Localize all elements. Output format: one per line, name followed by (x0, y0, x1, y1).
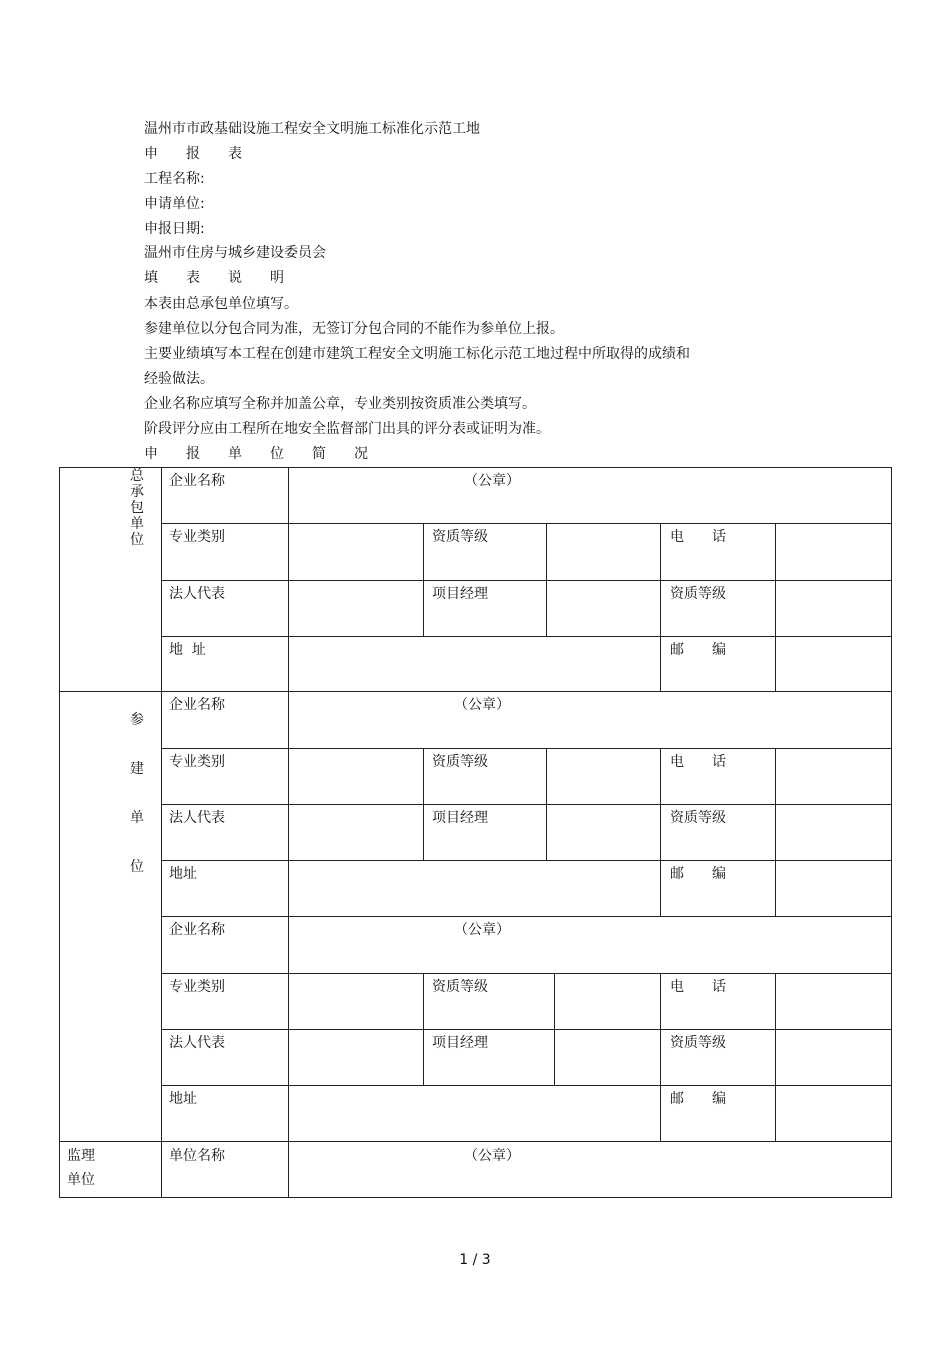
qualification-field[interactable] (775, 1029, 892, 1086)
doc-title: 温州市市政基础设施工程安全文明施工标准化示范工地 (144, 121, 480, 137)
phone-label: 电 话 (670, 529, 726, 545)
legal-rep-label: 法人代表 (169, 586, 225, 602)
address-label: 地 址 (169, 642, 206, 658)
specialty-label: 专业类别 (169, 529, 225, 545)
qualification-field[interactable] (554, 973, 661, 1030)
phone-label-cell (660, 973, 776, 1030)
date-label: 申报日期: (144, 221, 205, 237)
specialty-label-cell (161, 973, 289, 1030)
postcode-field[interactable] (775, 860, 892, 917)
qualification-label-cell (423, 973, 555, 1030)
instruction-item: 主要业绩填写本工程在创建市建筑工程安全文明施工标化示范工地过程中所取得的成绩和 (144, 346, 690, 362)
phone-label: 电 话 (670, 979, 726, 995)
qualification-field[interactable] (775, 804, 892, 861)
qualification-field[interactable] (775, 580, 892, 637)
general-contractor-label: 总承包单位 (130, 468, 144, 548)
specialty-label-cell (161, 748, 289, 805)
legal-rep-field[interactable] (288, 1029, 424, 1086)
legal-rep-field[interactable] (288, 580, 424, 637)
supervisor-label-line1: 监理 (67, 1148, 95, 1164)
address-label: 地址 (169, 1091, 197, 1107)
legal-rep-label-cell (161, 1029, 289, 1086)
address-field[interactable] (288, 860, 661, 917)
supervisor-category-cell (59, 1141, 162, 1198)
company-name-label: 企业名称 (169, 473, 225, 489)
postcode-label-cell (660, 860, 776, 917)
qualification-field[interactable] (546, 523, 661, 581)
address-field[interactable] (288, 636, 661, 692)
unit-name-field[interactable] (288, 1141, 892, 1198)
instruction-item: 本表由总承包单位填写。 (144, 296, 298, 312)
phone-label: 电 话 (670, 754, 726, 770)
applicant-label: 申请单位: (144, 196, 205, 212)
phone-label-cell (660, 748, 776, 805)
participant-label: 参建单位 (130, 712, 144, 875)
postcode-label: 邮 编 (670, 642, 726, 658)
instruction-item: 企业名称应填写全称并加盖公章，专业类别按资质准公类填写。 (144, 396, 536, 412)
qualification-label: 资质等级 (670, 586, 726, 602)
specialty-field[interactable] (288, 523, 424, 581)
instruction-item: 阶段评分应由工程所在地安全监督部门出具的评分表或证明为准。 (144, 421, 550, 437)
phone-field[interactable] (775, 523, 892, 581)
general-contractor-category-cell (59, 467, 162, 692)
project-manager-label: 项目经理 (432, 810, 488, 826)
postcode-label: 邮 编 (670, 866, 726, 882)
specialty-label: 专业类别 (169, 979, 225, 995)
table-heading: 申 报 单 位 简 况 (144, 446, 368, 462)
address-label: 地址 (169, 866, 197, 882)
specialty-label-cell (161, 523, 289, 581)
qualification-label: 资质等级 (670, 810, 726, 826)
instruction-item: 经验做法。 (144, 371, 214, 387)
company-name-label-cell (161, 467, 289, 524)
address-field[interactable] (288, 1085, 661, 1142)
qualification-label: 资质等级 (670, 1035, 726, 1051)
address-label-cell (161, 1085, 289, 1142)
instructions-heading: 填 表 说 明 (144, 270, 284, 286)
postcode-label-cell (660, 1085, 776, 1142)
issuer: 温州市住房与城乡建设委员会 (144, 245, 326, 261)
project-manager-field[interactable] (546, 580, 661, 637)
seal-placeholder: （公章） (464, 473, 520, 489)
company-name-label: 企业名称 (169, 922, 225, 938)
project-manager-label-cell (423, 804, 547, 861)
seal-placeholder: （公章） (454, 697, 510, 713)
qualification-label: 资质等级 (432, 979, 488, 995)
specialty-field[interactable] (288, 973, 424, 1030)
supervisor-label-line2: 单位 (67, 1172, 95, 1188)
qualification-field[interactable] (546, 748, 661, 805)
company-name-label: 企业名称 (169, 697, 225, 713)
legal-rep-label-cell (161, 804, 289, 861)
project-manager-label: 项目经理 (432, 586, 488, 602)
project-manager-label-cell (423, 1029, 555, 1086)
unit-name-label-cell (161, 1141, 289, 1198)
postcode-field[interactable] (775, 636, 892, 692)
company-name-field[interactable] (288, 467, 892, 524)
specialty-label: 专业类别 (169, 754, 225, 770)
specialty-field[interactable] (288, 748, 424, 805)
phone-label-cell (660, 523, 776, 581)
postcode-field[interactable] (775, 1085, 892, 1142)
qualification-label-cell (423, 748, 547, 805)
project-manager-label-cell (423, 580, 547, 637)
project-manager-field[interactable] (546, 804, 661, 861)
legal-rep-label: 法人代表 (169, 1035, 225, 1051)
qualification-label: 资质等级 (432, 754, 488, 770)
legal-rep-field[interactable] (288, 804, 424, 861)
qualification-label: 资质等级 (432, 529, 488, 545)
project-manager-field[interactable] (554, 1029, 661, 1086)
doc-subtitle: 申 报 表 (144, 146, 242, 162)
legal-rep-label: 法人代表 (169, 810, 225, 826)
qualification-label-cell (660, 1029, 776, 1086)
address-label-cell (161, 636, 289, 692)
seal-placeholder: （公章） (464, 1148, 520, 1164)
qualification-label-cell (660, 804, 776, 861)
seal-placeholder: （公章） (454, 922, 510, 938)
qualification-label-cell (423, 523, 547, 581)
page-number: 1 / 3 (459, 1252, 491, 1268)
application-form-table (59, 467, 892, 1198)
postcode-label: 邮 编 (670, 1091, 726, 1107)
company-name-field[interactable] (288, 691, 892, 749)
unit-name-label: 单位名称 (169, 1148, 225, 1164)
company-name-label-cell (161, 691, 289, 749)
postcode-label-cell (660, 636, 776, 692)
phone-field[interactable] (775, 973, 892, 1030)
company-name-field[interactable] (288, 916, 892, 974)
company-name-label-cell (161, 916, 289, 974)
phone-field[interactable] (775, 748, 892, 805)
qualification-label-cell (660, 580, 776, 637)
instruction-item: 参建单位以分包合同为准，无签订分包合同的不能作为参单位上报。 (144, 321, 564, 337)
project-manager-label: 项目经理 (432, 1035, 488, 1051)
legal-rep-label-cell (161, 580, 289, 637)
address-label-cell (161, 860, 289, 917)
project-name-label: 工程名称: (144, 171, 205, 187)
participant-category-cell (59, 691, 162, 1142)
